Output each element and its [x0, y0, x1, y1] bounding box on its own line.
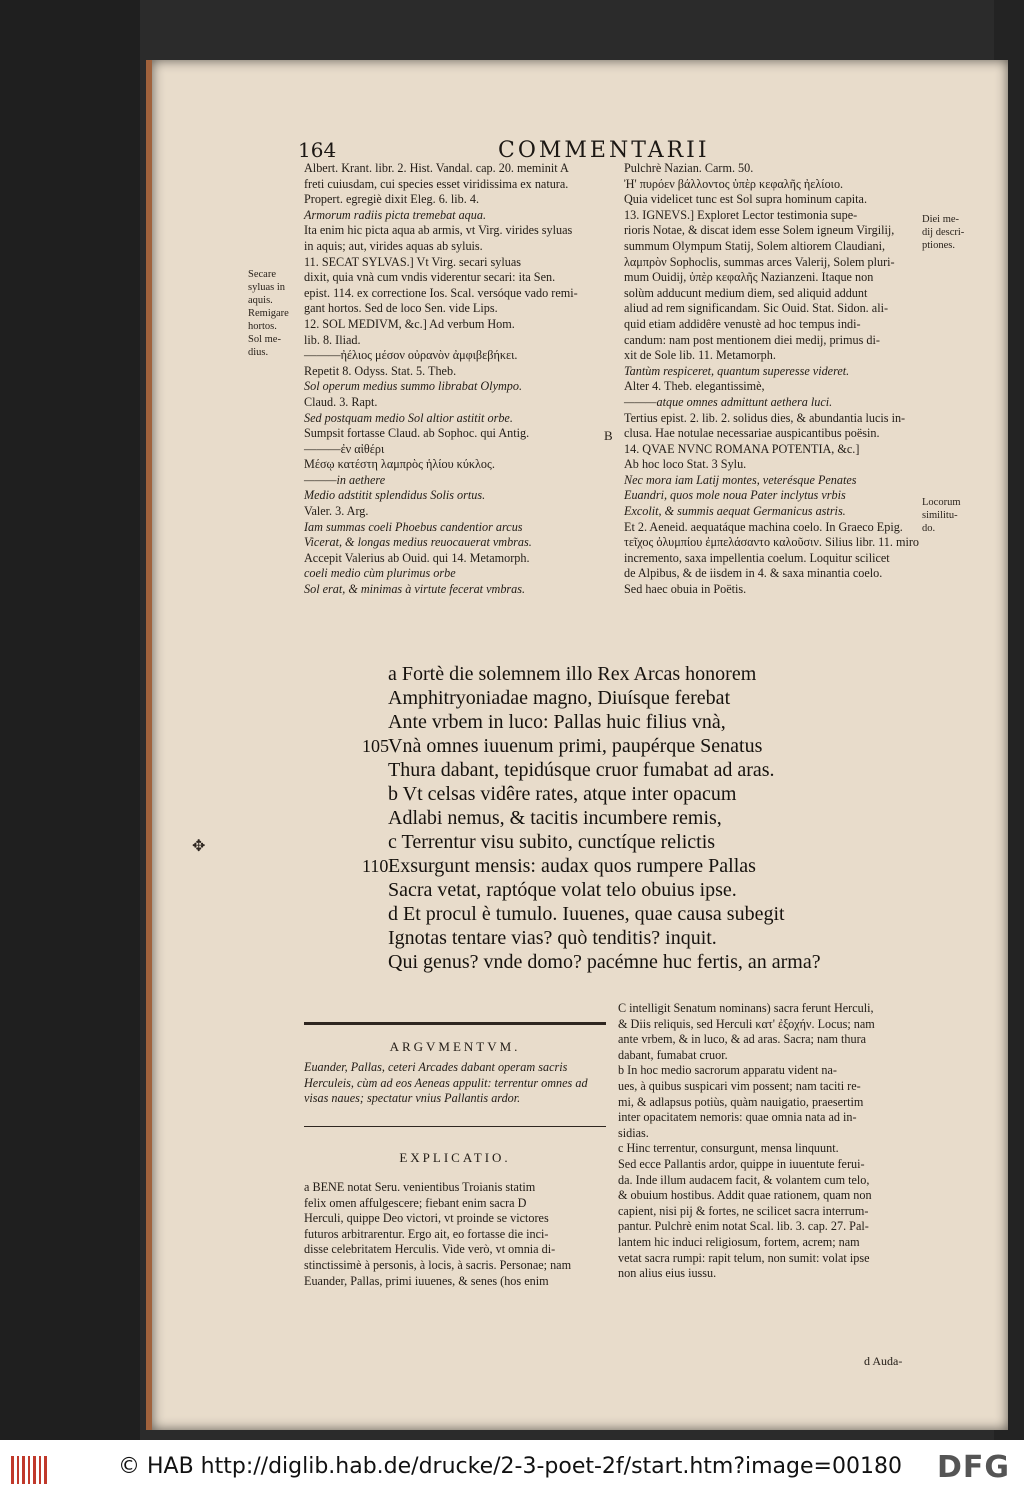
verse-line	[362, 854, 821, 878]
text-line: Sed postquam medio Sol altior astitit orbe.	[304, 410, 513, 425]
margin-note-line: Diei me-	[922, 214, 960, 225]
text-line: b In hoc medio sacrorum apparatu vident na-	[618, 1063, 837, 1078]
text-line: ———atque omnes admittunt aethera luci.	[624, 394, 833, 409]
margin-note-line: Locorum	[922, 497, 961, 508]
running-title: COMMENTARII	[498, 138, 710, 163]
text-line: aliud ad rem significandam. Sic Ouid. Stat. Sidon. ali-	[624, 301, 889, 316]
verse-text: Thura dabant, tepidúsque cruor fumabat ad aras.	[388, 759, 775, 781]
text-line: ———in aethere	[304, 472, 386, 487]
explicatio-text	[304, 1180, 609, 1289]
text-line: Sol erat, & minimas à virtute fecerat vmbras.	[304, 582, 526, 597]
footer-bar	[0, 1440, 1024, 1501]
text-line: Medio adstitit splendidus Solis ortus.	[304, 488, 486, 503]
verse-text: a Fortè die solemnem illo Rex Arcas honorem	[388, 663, 757, 685]
verse-line	[388, 878, 821, 902]
text-line: Sol operum medius summo librabat Olympo.	[304, 379, 523, 394]
verse-text: c Terrentur visu subito, cunctíque relictis	[388, 831, 716, 853]
text-line: Pulchrè Nazian. Carm. 50.	[624, 161, 754, 175]
text-line: sidias.	[618, 1125, 649, 1140]
margin-note-line: do.	[922, 523, 936, 534]
text-line: visas naues; spectatur vnius Pallantis ardor.	[304, 1091, 521, 1106]
text-line: Repetit 8. Odyss. Stat. 5. Theb.	[304, 363, 457, 378]
text-line: Sumpsit fortasse Claud. ab Sophoc. qui Antig.	[304, 426, 530, 441]
verse-line	[388, 686, 821, 710]
verse-number: 110	[362, 856, 389, 876]
text-line: disse celebritatem Herculis. Vide verò, vt omnia di-	[304, 1242, 556, 1257]
right-margin-notes-2	[922, 496, 961, 535]
verse-block	[362, 662, 821, 974]
left-column	[304, 161, 604, 598]
text-line: & Diis reliquis, sed Herculi κατ' ἐξοχήν. Locus; nam	[618, 1016, 875, 1031]
text-line: freti cuiusdam, cui species esset viridissima ex natura.	[304, 176, 569, 191]
text-line: da. Inde illum audacem facit, & volantem cum telo,	[618, 1172, 870, 1187]
rule-mid	[304, 1126, 606, 1127]
text-line: 11. SECAT SYLVAS.] Vt Virg. secari syluas	[304, 254, 521, 269]
verse-line	[388, 806, 821, 830]
text-line: Propert. egregiè dixit Eleg. 6. lib. 4.	[304, 192, 479, 207]
verse-text: Vnà omnes iuuenum primi, paupérque Senatus	[388, 735, 763, 757]
verse-text: Amphitryoniadae magno, Diuísque ferebat	[388, 687, 731, 709]
library-barcode-icon	[10, 1452, 52, 1488]
text-line: ante vrbem, & in luco, & ad aras. Sacra; nam thura	[618, 1032, 867, 1047]
verse-line	[388, 662, 821, 686]
margin-note-line: Remigare	[248, 308, 289, 319]
verse-text: Ignotas tentare vias? quò tenditis? inquit.	[388, 927, 717, 949]
margin-note-line: hortos.	[248, 321, 277, 332]
explicatio-title: EXPLICATIO.	[399, 1150, 511, 1165]
text-line: c Hinc terrentur, consurgunt, mensa linquunt.	[618, 1141, 839, 1156]
text-line: Armorum radiis picta tremebat aqua.	[304, 207, 487, 222]
text-line: Ita enim hic picta aqua ab armis, vt Virg. virides syluas	[304, 223, 573, 238]
text-line: Euander, Pallas, primi iuuenes, & senes (hos enim	[304, 1273, 549, 1288]
margin-note-line: aquis.	[248, 295, 273, 306]
text-line: Iam summas coeli Phoebus candentior arcus	[304, 519, 523, 534]
text-line: quid etiam addidêre venustè ad hoc tempus indi-	[624, 316, 861, 331]
text-line: coeli medio cùm plurimus orbe	[304, 566, 456, 581]
text-line: Μέσῳ κατέστη λαμπρὸς ἡλίου κύκλος.	[304, 457, 495, 472]
text-line: pantur. Pulchrè enim notat Scal. lib. 3. cap. 27. Pal-	[618, 1219, 869, 1234]
dfg-logo: DFG	[936, 1450, 1010, 1485]
text-line: felix omen affulgescere; fiebant enim sacra D	[304, 1195, 527, 1210]
text-line: mi, & adlapsus potiùs, quàm nauigatio, praesertim	[618, 1094, 864, 1109]
text-line: vetat sacra rumpi: rapit telum, non sumit: volat ipse	[618, 1250, 870, 1265]
lower-right-column	[618, 1001, 943, 1282]
text-line: & obuium hostibus. Addit quae rationem, quam non	[618, 1188, 872, 1203]
verse-line	[388, 830, 821, 854]
text-line: candum: nam post mentionem diei medij, primus di-	[624, 332, 880, 347]
text-line: in aquis; aut, virides aquas ab syluis.	[304, 238, 483, 253]
text-line: futuros arbitrarentur. Ergo ait, eo fortasse die inci-	[304, 1226, 549, 1241]
text-line: dixit, quia vnà cum vndis viderentur secari: ita Sen.	[304, 270, 556, 285]
margin-note-line: ptiones.	[922, 240, 955, 251]
text-line: incremento, saxa impellentia coelum. Loquitur scilicet	[624, 550, 890, 565]
verse-line	[388, 950, 821, 974]
text-line: Excolit, & summis aequat Germanicus astris.	[624, 504, 846, 519]
text-line: dabant, fumabat cruor.	[618, 1047, 728, 1062]
text-line: Nec mora iam Latij montes, veterésque Penates	[624, 472, 857, 487]
verse-text: Ante vrbem in luco: Pallas huic filius vnà,	[388, 711, 726, 733]
text-line: non alius eius iussu.	[618, 1266, 717, 1281]
text-line: stinctissimè à personis, à locis, à sacris. Personae; nam	[304, 1257, 572, 1272]
text-line: Claud. 3. Rapt.	[304, 394, 378, 409]
argumentum-text	[304, 1060, 609, 1107]
text-line: Sed haec obuia in Poëtis.	[624, 582, 747, 597]
text-line: Alter 4. Theb. elegantissimè,	[624, 379, 765, 394]
text-line: Herculeis, cùm ad eos Aeneas appulit: terrentur omnes ad	[304, 1075, 588, 1090]
verse-line	[362, 734, 821, 758]
text-line: 13. IGNEVS.] Exploret Lector testimonia supe-	[624, 207, 858, 222]
text-line: C intelligit Senatum nominans) sacra ferunt Herculi,	[618, 1001, 874, 1015]
text-line: τεῖχος ὀλυμπίου ἐμπελάσαντο καλοῦσιν. Silius libr. 11. miro	[624, 535, 920, 550]
text-line: ———ἐν αἰθέρι	[304, 441, 385, 456]
text-line: Ab hoc loco Stat. 3 Sylu.	[624, 457, 747, 472]
verse-text: Qui genus? vnde domo? pacémne huc fertis, an arma?	[388, 951, 821, 973]
verse-line	[388, 926, 821, 950]
rule-top	[304, 1022, 606, 1025]
verse-text: b Vt celsas vidêre rates, atque inter opacum	[388, 783, 737, 805]
text-line: Valer. 3. Arg.	[304, 504, 369, 519]
left-margin-notes	[248, 268, 289, 359]
text-line: clusa. Hae notulae necessariae auspicantibus poësin.	[624, 426, 880, 441]
argumentum-title: ARGVMENTVM.	[389, 1039, 521, 1054]
margin-note-line: Secare	[248, 269, 276, 280]
text-line: 12. SOL MEDIVM, &c.] Ad verbum Hom.	[304, 316, 515, 331]
text-line: summum Olympum Statij, Solem altiorem Claudiani,	[624, 238, 886, 253]
text-line: inter opacitatem nemoris: quae omnia nata ad in-	[618, 1110, 857, 1125]
scan-backdrop-left	[0, 0, 140, 1440]
text-line: Herculi, quippe Deo victori, vt proinde se victores	[304, 1211, 549, 1226]
text-line: a BENE notat Seru. venientibus Troianis statim	[304, 1180, 536, 1194]
text-line: rioris Notae, & discat idem esse Solem igneum Virgilij,	[624, 223, 895, 238]
text-line: Euandri, quos mole noua Pater inclytus vrbis	[624, 488, 846, 503]
verse-text: d Et procul è tumulo. Iuuenes, quae causa subegit	[388, 903, 785, 925]
right-column	[624, 161, 942, 598]
margin-note-line: syluas in	[248, 282, 286, 293]
text-line: Tertius epist. 2. lib. 2. solidus dies, & abundantia lucis in-	[624, 410, 906, 425]
margin-note-line: Sol me-	[248, 334, 281, 345]
text-line: epist. 114. ex correctione Ios. Scal. versóque vado remi-	[304, 285, 578, 300]
text-line: mum Ouidij, ὑπὲρ κεφαλῆς Nazianzeni. Itaque non	[624, 270, 874, 285]
margin-note-line: dius.	[248, 347, 269, 358]
book-page	[146, 60, 1008, 1430]
page-number: 164	[298, 138, 337, 162]
text-line: solùm adducunt medium diem, sed aliquid addunt	[624, 285, 868, 300]
text-line: lantem hic induci religiosum, fortem, acrem; nam	[618, 1234, 860, 1249]
column-letter-b: B	[604, 428, 613, 443]
verse-text: Sacra vetat, raptóque volat telo obuius ipse.	[388, 879, 737, 901]
text-line: Ἠ' πυρόεν βάλλοντος ὑπὲρ κεφαλῆς ἠελίοιο.	[624, 176, 844, 191]
text-line: ues, à quibus suspicari vim possent; nam taciti re-	[618, 1078, 861, 1093]
source-link[interactable]: © HAB http://diglib.hab.de/drucke/2-3-poet-2f/start.htm?image=00180	[118, 1454, 902, 1479]
text-line: Accepit Valerius ab Ouid. qui 14. Metamorph.	[304, 550, 530, 565]
right-margin-notes-1	[922, 213, 964, 252]
text-line: Sed ecce Pallantis ardor, quippe in iuuentute ferui-	[618, 1156, 865, 1171]
margin-note-line: dij descri-	[922, 227, 965, 238]
text-line: Vicerat, & longas medius reuocauerat vmbras.	[304, 535, 532, 550]
ornament-icon: ✥	[192, 836, 206, 855]
text-line: λαμπρὸν Sophoclis, summas arces Valerij, Solem pluri-	[624, 254, 895, 269]
text-line: Et 2. Aeneid. aequatáque machina coelo. In Graeco Epig.	[624, 519, 903, 534]
catchword: d Auda-	[864, 1354, 903, 1368]
text-line: Quia videlicet tunc est Sol supra hominum capita.	[624, 192, 868, 207]
verse-line	[388, 710, 821, 734]
text-line: Euander, Pallas, ceteri Arcades dabant operam sacris	[304, 1060, 568, 1074]
verse-line	[388, 902, 821, 926]
text-line: lib. 8. Iliad.	[304, 332, 361, 347]
verse-line	[388, 782, 821, 806]
verse-line	[388, 758, 821, 782]
verse-text: Exsurgunt mensis: audax quos rumpere Pallas	[388, 855, 756, 877]
text-line: gant hortos. Sed de loco Sen. vide Lips.	[304, 301, 498, 316]
text-line: 14. QVAE NVNC ROMANA POTENTIA, &c.]	[624, 441, 860, 456]
text-line: de Alpibus, & de iisdem in 4. & saxa minantia coelo.	[624, 566, 883, 581]
margin-note-line: similitu-	[922, 510, 958, 521]
text-line: xit de Sole lib. 11. Metamorph.	[624, 348, 776, 363]
text-line: capient, nisi pij & fortes, ne scilicet sacra interrum-	[618, 1203, 869, 1218]
text-line: ———ἠέλιος μέσον οὐρανὸν ἀμφιβεβήκει.	[304, 348, 518, 363]
text-line: Tantùm respiceret, quantum superesse videret.	[624, 363, 850, 378]
verse-text: Adlabi nemus, & tacitis incumbere remis,	[388, 807, 722, 829]
text-line: Albert. Krant. libr. 2. Hist. Vandal. cap. 20. meminit A	[304, 161, 569, 175]
verse-number: 105	[362, 736, 389, 756]
